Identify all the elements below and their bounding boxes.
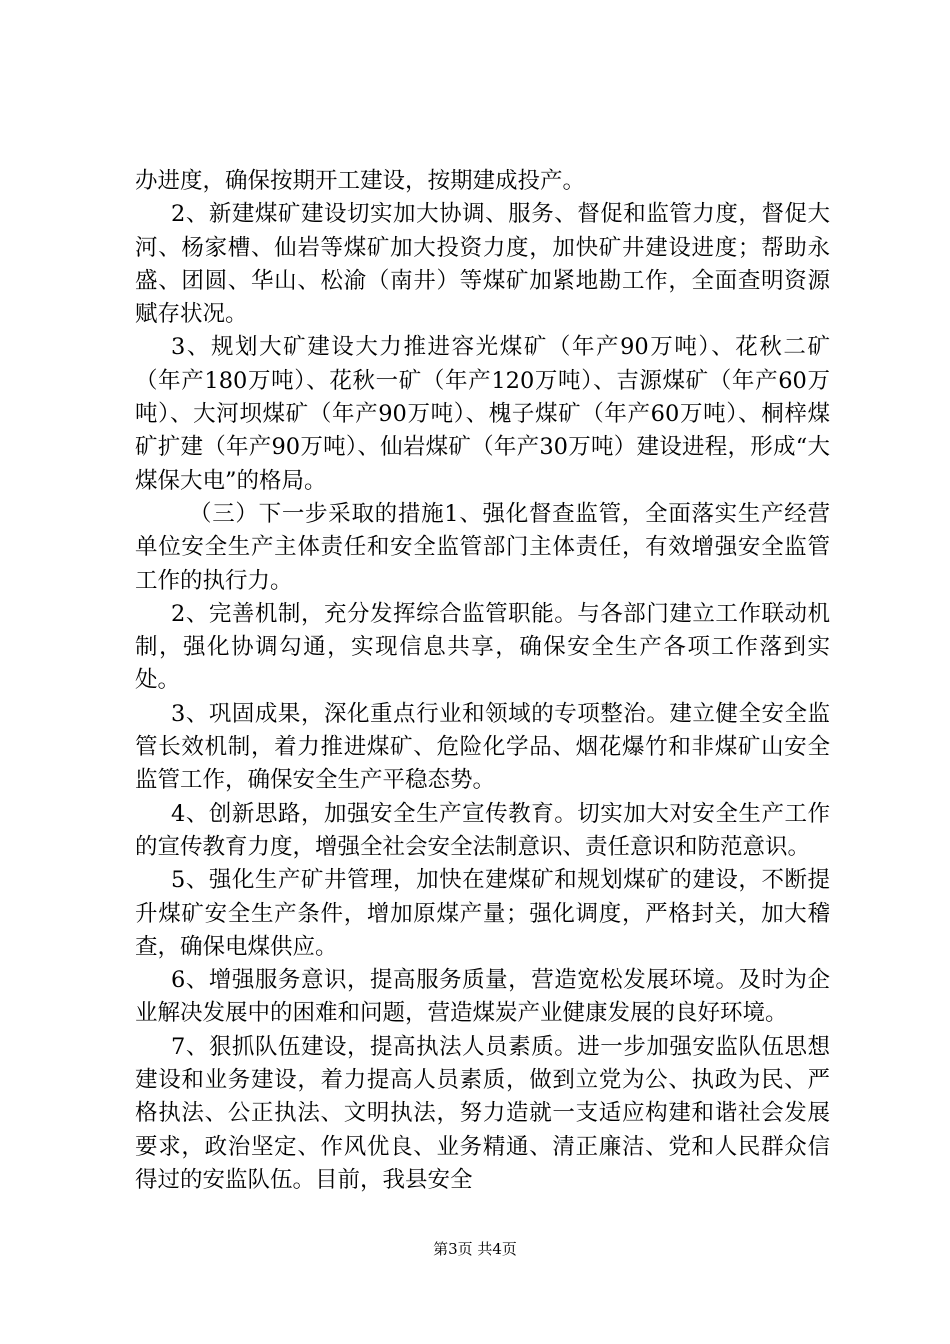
- paragraph-mine-management: 5、强化生产矿井管理，加快在建煤矿和规划煤矿的建设，不断提升煤矿安全生产条件，增加原煤产量；强化调度，严格封关，加大稽查，确保电煤供应。: [135, 867, 830, 960]
- page-footer: 第3页 共4页: [433, 1240, 517, 1258]
- paragraph-innovate: 4、创新思路，加强安全生产宣传教育。切实加大对安全生产工作的宣传教育力度，增强全社会安全法制意识、责任意识和防范意识。: [135, 800, 830, 860]
- document-body: [135, 165, 830, 1197]
- paragraph-service: 6、增强服务意识，提高服务质量，营造宽松发展环境。及时为企业解决发展中的困难和问题，营造煤炭产业健康发展的良好环境。: [135, 967, 830, 1027]
- paragraph-consolidate: 3、巩固成果，深化重点行业和领域的专项整治。建立健全安全监管长效机制，着力推进煤矿、危险化学品、烟花爆竹和非煤矿山安全监管工作，确保安全生产平稳态势。: [135, 700, 830, 794]
- paragraph-new-mines: 2、新建煤矿建设切实加大协调、服务、督促和监管力度，督促大河、杨家槽、仙岩等煤矿加大投资力度，加快矿井建设进度；帮助永盛、团圆、华山、松渝（南井）等煤矿加紧地勘工作，全面查明资源赋存状况。: [135, 201, 830, 328]
- paragraph-planned-mines: 3、规划大矿建设大力推进容光煤矿（年产90万吨）、花秋二矿（年产180万吨）、花秋一矿（年产120万吨）、吉源煤矿（年产60万吨）、大河坝煤矿（年产90万吨）、槐子煤矿（年产60万吨）、桐梓煤矿扩建（年产90万吨）、仙岩煤矿（年产30万吨）建设进程，形成“大煤保大电”的格局。: [135, 334, 830, 494]
- paragraph-continued: 办进度，确保按期开工建设，按期建成投产。: [135, 168, 586, 194]
- paragraph-mechanism: 2、完善机制，充分发挥综合监管职能。与各部门建立工作联动机制，强化协调勾通，实现信息共享，确保安全生产各项工作落到实处。: [135, 600, 830, 694]
- paragraph-team-building: 7、狠抓队伍建设，提高执法人员素质。进一步加强安监队伍思想建设和业务建设，着力提高人员素质，做到立党为公、执政为民、严格执法、公正执法、文明执法，努力造就一支适应构建和谐社会发展要求，政治坚定、作风优良、业务精通、清正廉洁、党和人民群众信得过的安监队伍。目前，我县安全: [135, 1033, 830, 1193]
- paragraph-next-measures: （三）下一步采取的措施1、强化督查监管，全面落实生产经营单位安全生产主体责任和安全监管部门主体责任，有效增强安全监管工作的执行力。: [135, 500, 830, 594]
